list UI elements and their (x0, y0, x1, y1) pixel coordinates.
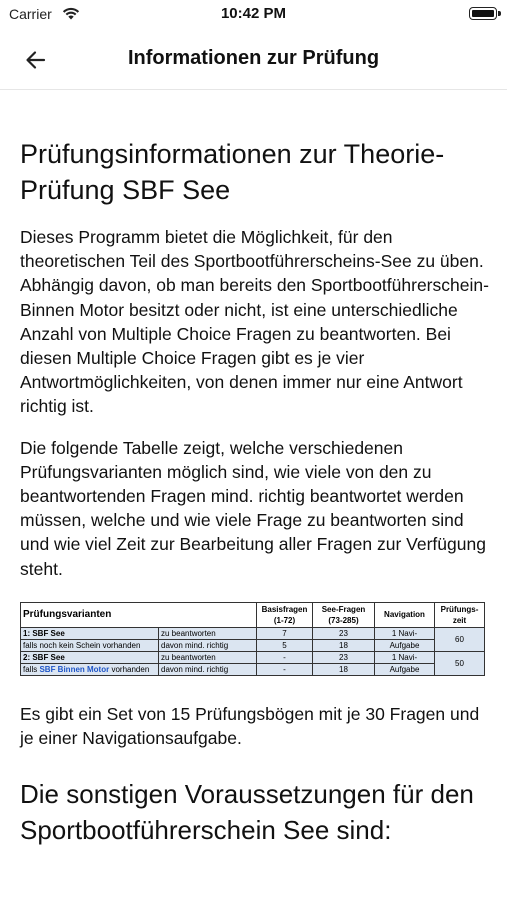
header-basis: Basisfragen (1-72) (257, 602, 313, 627)
exam-set-paragraph: Es gibt ein Set von 15 Prüfungsbögen mit je 30 Fragen und je einer Navigationsaufgabe. (20, 703, 480, 749)
battery-icon (469, 7, 497, 20)
table-row (21, 663, 485, 675)
status-time: 10:42 PM (220, 5, 287, 22)
row2-nav1: 1 Navi- (375, 651, 435, 663)
main-heading: Prüfungsinformationen zur Theorie-Prüfung SBF See (20, 139, 445, 205)
row1-label1: zu beantworten (159, 627, 257, 639)
row1-basis1: 7 (257, 627, 313, 639)
navigation-bar (0, 30, 507, 90)
table-row (21, 639, 485, 651)
row1-see2: 18 (313, 639, 375, 651)
row2-basis1: - (257, 651, 313, 663)
row1-nav1: 1 Navi- (375, 627, 435, 639)
content-area (20, 92, 490, 848)
carrier-label: Carrier (9, 6, 52, 22)
row1-subtitle: falls noch kein Schein vorhanden (21, 639, 159, 651)
row1-nav2: Aufgabe (375, 639, 435, 651)
row1-basis2: 5 (257, 639, 313, 651)
row1-title: 1: SBF See (21, 627, 159, 639)
row1-time: 60 (435, 627, 485, 651)
exam-variants-table-image (20, 602, 485, 676)
row2-time: 50 (435, 651, 485, 675)
row1-see1: 23 (313, 627, 375, 639)
intro-paragraph: Dieses Programm bietet die Möglichkeit, für den theoretischen Teil des Sportbootführerscheins-See zu üben. Abhängig davon, ob man bereits den Sportbootführerschein-Binnen Motor besitzt oder nicht, ist eine unterschiedliche Anzahl von Multiple Choice Fragen zu beantworten. Bei diesen Multiple Choice Fragen gibt es je vier Antwortmöglichkeiten, von denen immer nur eine Antwort richtig ist. (20, 227, 489, 417)
row2-basis2: - (257, 663, 313, 675)
table-row (21, 627, 485, 639)
table-description-paragraph: Die folgende Tabelle zeigt, welche verschiedenen Prüfungsvarianten möglich sind, wie viele von den zu beantwortenden Fragen mind. richtig beantwortet werden müssen, welche und wie viele Frage zu beantworten sind und wie viel Zeit zur Bearbeitung aller Fragen zur Verfügung steht. (20, 437, 486, 579)
row1-label2: davon mind. richtig (159, 639, 257, 651)
page-title: Informationen zur Prüfung (127, 47, 380, 69)
row2-label1: zu beantworten (159, 651, 257, 663)
row2-see1: 23 (313, 651, 375, 663)
header-navigation: Navigation (375, 602, 435, 627)
header-time: Prüfungs- zeit (435, 602, 485, 627)
exam-variants-table (20, 602, 485, 676)
row2-label2: davon mind. richtig (159, 663, 257, 675)
row2-see2: 18 (313, 663, 375, 675)
status-bar (0, 0, 507, 28)
row2-subtitle: falls SBF Binnen Motor vorhanden (21, 663, 159, 675)
row2-title: 2: SBF See (21, 651, 159, 663)
table-row (21, 651, 485, 663)
header-variant: Prüfungsvarianten (21, 602, 257, 627)
header-see: See-Fragen (73-285) (313, 602, 375, 627)
requirements-heading: Die sonstigen Voraussetzungen für den Sportbootführerschein See sind: (20, 779, 474, 846)
row2-nav2: Aufgabe (375, 663, 435, 675)
